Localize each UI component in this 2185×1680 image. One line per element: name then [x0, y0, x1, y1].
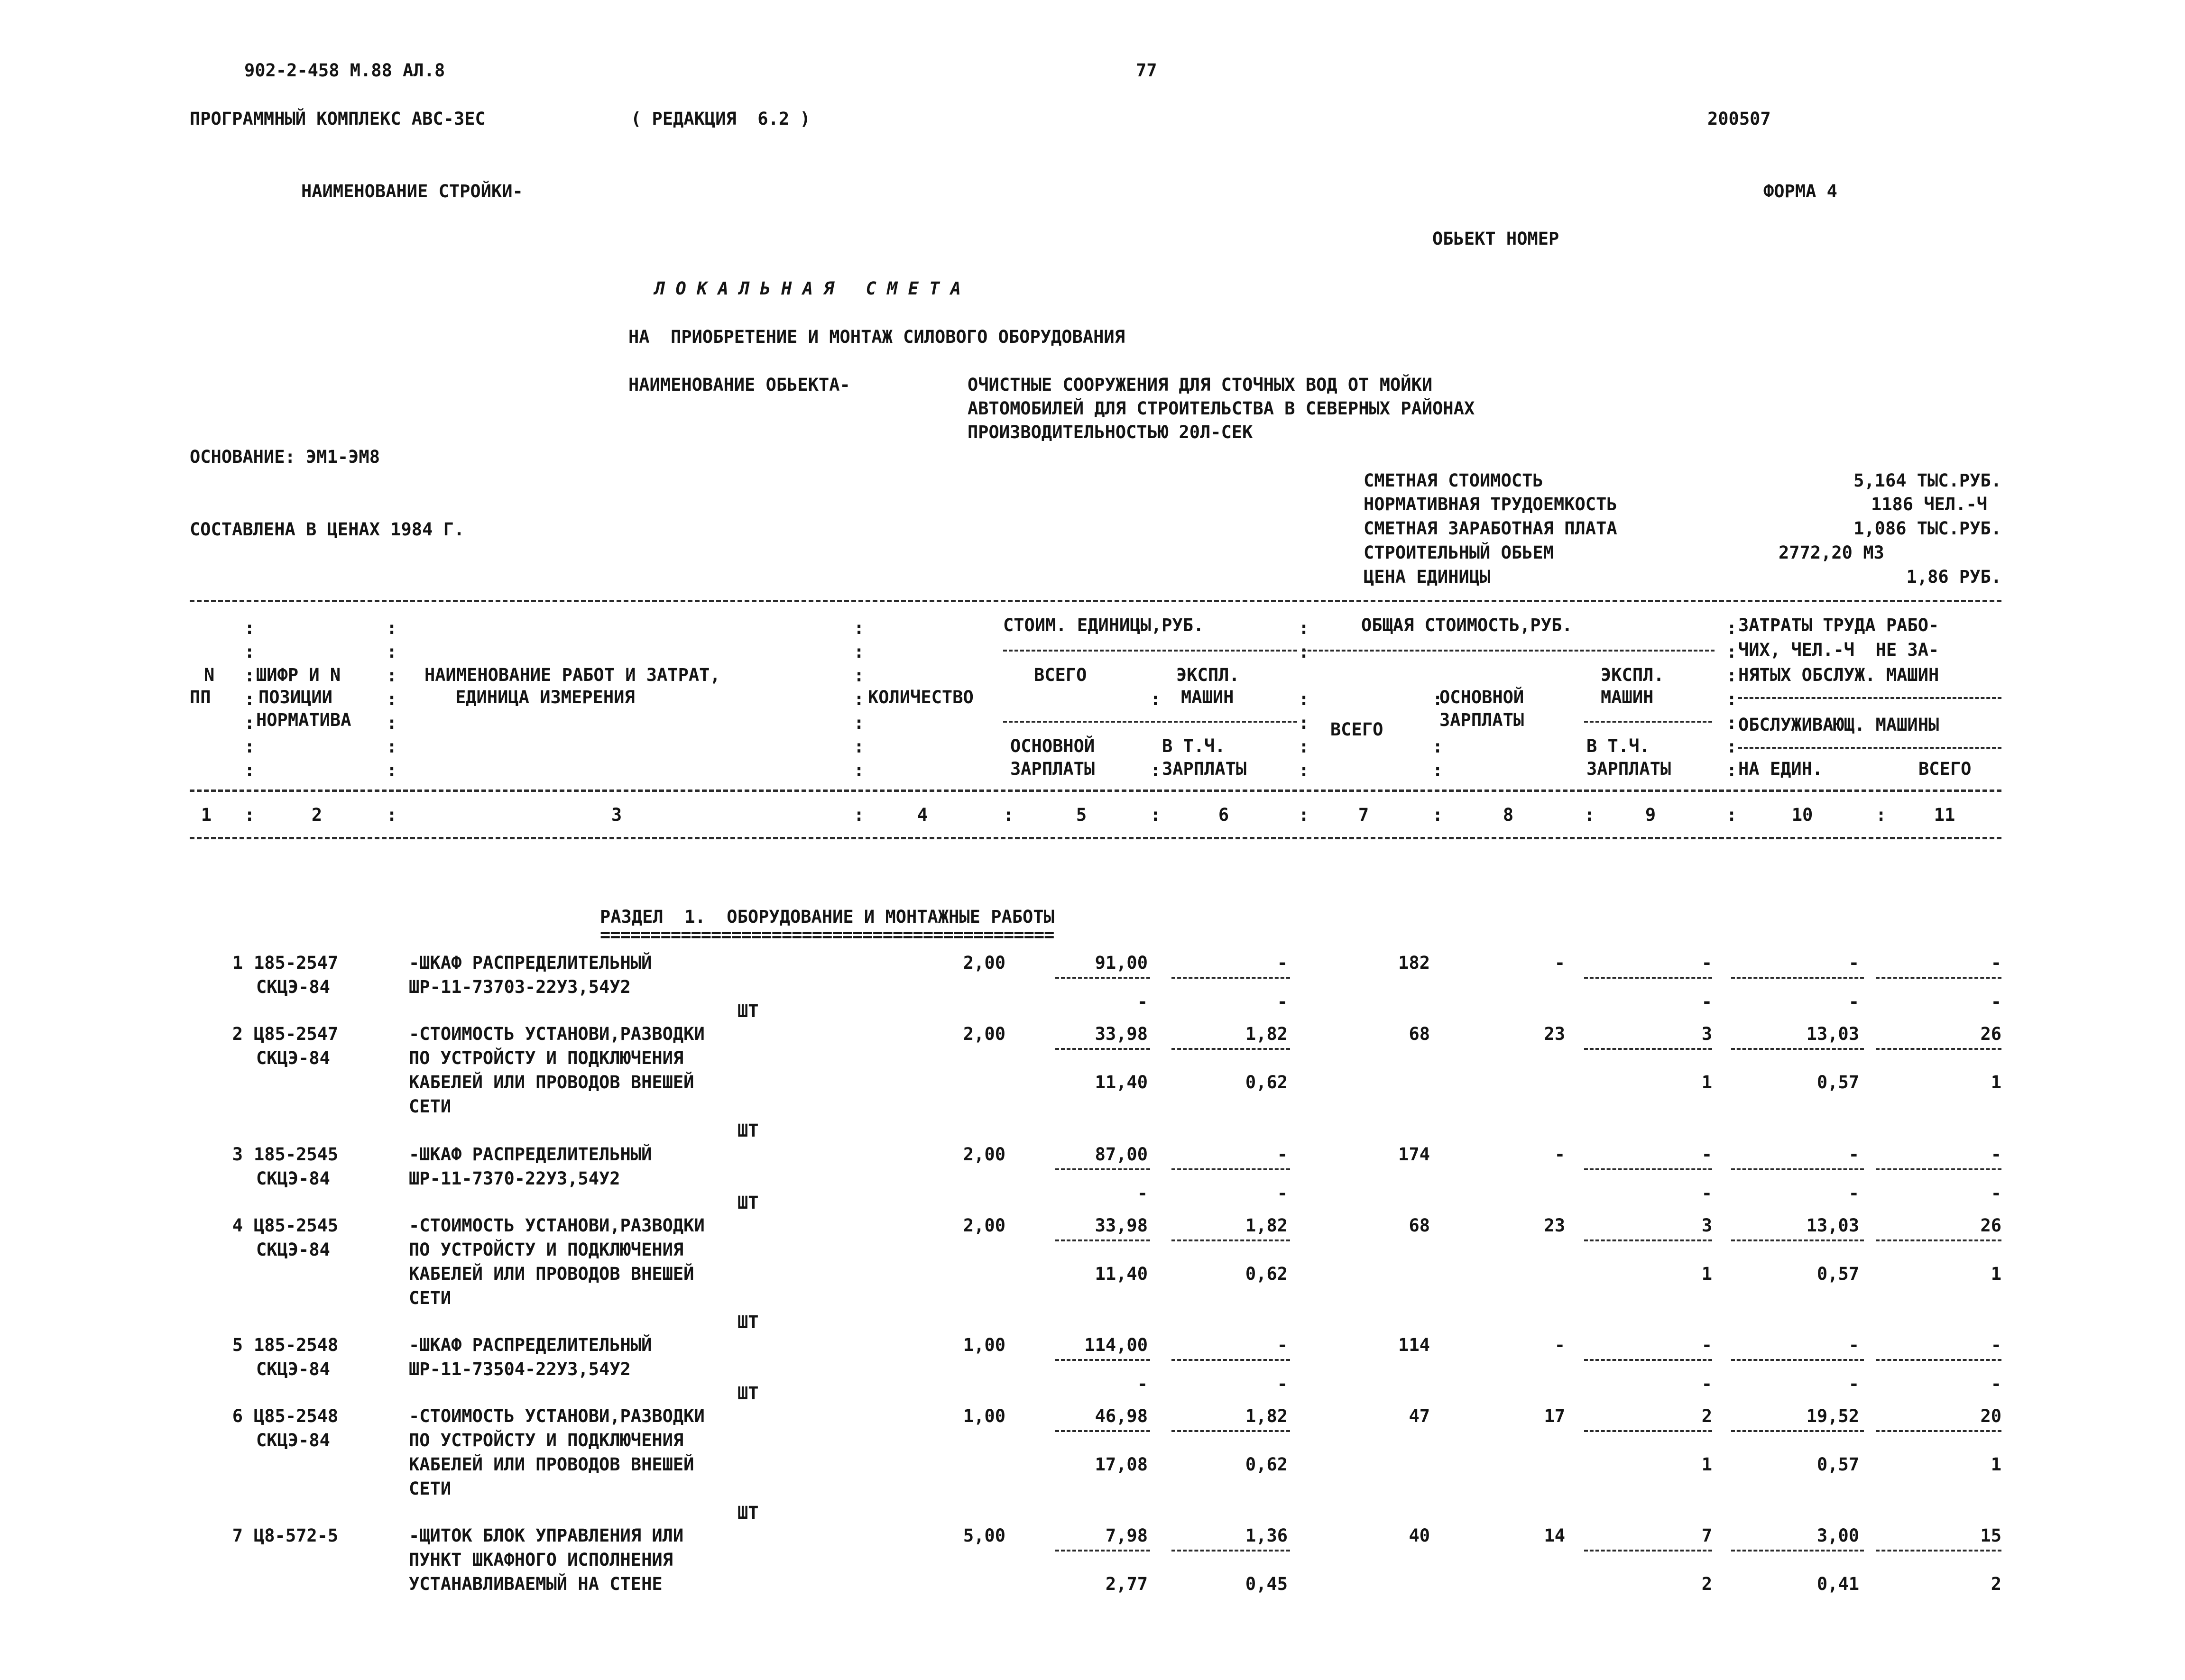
- item-quantity: 5,00: [963, 1525, 1005, 1546]
- summary-value: 5,164 ТЫС.РУБ.: [1853, 470, 2001, 491]
- item-unit-machines: -: [1277, 1335, 1288, 1355]
- item-total-incl-wage: -: [1701, 991, 1712, 1012]
- item-unit: ШТ: [738, 1001, 759, 1021]
- item-code: 185-2547: [254, 953, 339, 973]
- cell-rule: [1584, 1359, 1712, 1361]
- summary-value: 1,86 РУБ.: [1906, 567, 2001, 587]
- item-labor-service-unit: -: [1848, 1374, 1859, 1394]
- item-code: Ц8-572-5: [254, 1525, 339, 1546]
- item-total-base-wage: 17: [1544, 1406, 1565, 1426]
- item-unit-total: 46,98: [1095, 1406, 1148, 1426]
- item-name-line: -ЩИТОК БЛОК УПРАВЛЕНИЯ ИЛИ: [409, 1525, 684, 1546]
- item-labor-total: -: [1991, 953, 2001, 973]
- item-code: Ц85-2547: [254, 1024, 339, 1044]
- cell-rule: [1876, 1168, 2001, 1170]
- cell-rule: [1584, 1430, 1712, 1432]
- item-total-incl-wage: 1: [1701, 1454, 1712, 1475]
- item-unit-total: 33,98: [1095, 1024, 1148, 1044]
- item-quantity: 1,00: [963, 1335, 1005, 1355]
- item-unit-base-wage: -: [1137, 1374, 1148, 1394]
- item-labor-total: 26: [1980, 1024, 2001, 1044]
- item-labor-total: 15: [1980, 1525, 2001, 1546]
- col-number: 2: [311, 805, 323, 825]
- item-labor-total: -: [1991, 1335, 2001, 1355]
- item-name-line: -СТОИМОСТЬ УСТАНОВИ,РАЗВОДКИ: [409, 1406, 705, 1426]
- col-number: 1: [201, 805, 212, 825]
- cell-rule: [1731, 1168, 1864, 1170]
- item-total-base-wage: 14: [1544, 1525, 1565, 1546]
- cell-rule: [1171, 1430, 1290, 1432]
- item-number: 5: [232, 1335, 243, 1355]
- item-labor-service-total: -: [1991, 1374, 2001, 1394]
- item-name-line: -ШКАФ РАСПРЕДЕЛИТЕЛЬНЫЙ: [409, 1144, 652, 1165]
- col-number: 4: [917, 805, 928, 825]
- item-name-line: КАБЕЛЕЙ ИЛИ ПРОВОДОВ ВНЕШЕЙ: [409, 1072, 694, 1092]
- summary-label: НОРМАТИВНАЯ ТРУДОЕМКОСТЬ: [1364, 494, 1617, 514]
- hdr-total-all: ВСЕГО: [1330, 719, 1383, 740]
- item-labor-unit: 13,03: [1806, 1215, 1859, 1236]
- item-unit-incl-wage: 0,62: [1245, 1264, 1288, 1284]
- item-unit: ШТ: [738, 1503, 759, 1523]
- cell-rule: [1731, 1359, 1864, 1361]
- hdr-total-incl-wage: В Т.Ч.: [1586, 736, 1650, 756]
- col-number: 3: [611, 805, 622, 825]
- item-unit-incl-wage: 0,62: [1245, 1072, 1288, 1092]
- hdr-n: ПП: [190, 687, 211, 707]
- item-labor-total: 20: [1980, 1406, 2001, 1426]
- item-labor-service-total: 1: [1991, 1264, 2001, 1284]
- item-number: 1: [232, 953, 243, 973]
- cell-rule: [1731, 977, 1864, 979]
- cell-rule: [1731, 1550, 1864, 1551]
- item-labor-service-unit: -: [1848, 1183, 1859, 1203]
- hdr-unit-base-wage: ОСНОВНОЙ: [1010, 736, 1095, 756]
- item-name-line: СЕТИ: [409, 1478, 452, 1499]
- cell-rule: [1584, 1048, 1712, 1050]
- item-unit-total: 7,98: [1105, 1525, 1148, 1546]
- item-labor-unit: 3,00: [1816, 1525, 1859, 1546]
- hdr-total-machines: ЭКСПЛ.: [1601, 665, 1664, 685]
- cell-rule: [1171, 1550, 1290, 1551]
- item-labor-service-total: 1: [1991, 1072, 2001, 1092]
- hdr-unit-incl-wage: ЗАРПЛАТЫ: [1162, 759, 1247, 779]
- item-quantity: 1,00: [963, 1406, 1005, 1426]
- cell-rule: [1171, 1048, 1290, 1050]
- hdr-rule: [1302, 650, 1715, 652]
- cell-rule: [1055, 1550, 1150, 1551]
- object-name-line: ОЧИСТНЫЕ СООРУЖЕНИЯ ДЛЯ СТОЧНЫХ ВОД ОТ МОЙКИ: [968, 375, 1433, 395]
- hdr-name: ЕДИНИЦА ИЗМЕРЕНИЯ: [455, 687, 635, 707]
- item-number: 4: [232, 1215, 243, 1236]
- price-basis: СОСТАВЛЕНА В ЦЕНАХ 1984 Г.: [190, 519, 465, 540]
- page-number: 77: [1136, 60, 1157, 81]
- item-total-incl-wage: 2: [1701, 1574, 1712, 1594]
- item-number: 2: [232, 1024, 243, 1044]
- item-total-base-wage: -: [1554, 1335, 1565, 1355]
- item-number: 6: [232, 1406, 243, 1426]
- cell-rule: [1055, 977, 1150, 979]
- item-unit-base-wage: 11,40: [1095, 1264, 1148, 1284]
- item-total-machines: -: [1701, 1335, 1712, 1355]
- col-separator: :: [1876, 805, 1887, 825]
- hdr-qty: КОЛИЧЕСТВО: [868, 687, 974, 707]
- item-reference: СКЦЭ-84: [256, 1048, 330, 1068]
- table-rule-top: [190, 600, 2001, 602]
- hdr-labor: ЗАТРАТЫ ТРУДА РАБО-: [1738, 615, 1939, 635]
- item-total: 68: [1409, 1215, 1430, 1236]
- item-unit-incl-wage: -: [1277, 991, 1288, 1012]
- col-number: 9: [1645, 805, 1656, 825]
- hdr-total-base-wage: ОСНОВНОЙ: [1439, 687, 1524, 707]
- col-separator: :: [1584, 805, 1595, 825]
- document-code: 200507: [1707, 109, 1771, 129]
- col-number: 7: [1358, 805, 1369, 825]
- item-quantity: 2,00: [963, 1144, 1005, 1165]
- col-number: 6: [1218, 805, 1229, 825]
- item-quantity: 2,00: [963, 1215, 1005, 1236]
- object-number-label: ОБЬЕКТ НОМЕР: [1432, 229, 1559, 249]
- item-name-line: КАБЕЛЕЙ ИЛИ ПРОВОДОВ ВНЕШЕЙ: [409, 1454, 694, 1475]
- table-rule: [190, 837, 2001, 839]
- cell-rule: [1171, 1239, 1290, 1241]
- item-number: 3: [232, 1144, 243, 1165]
- item-unit-incl-wage: 0,45: [1245, 1574, 1288, 1594]
- item-total-base-wage: 23: [1544, 1024, 1565, 1044]
- item-labor-service-unit: -: [1848, 991, 1859, 1012]
- cell-rule: [1731, 1048, 1864, 1050]
- cell-rule: [1171, 1168, 1290, 1170]
- item-labor-service-total: 1: [1991, 1454, 2001, 1475]
- col-separator: :: [1432, 805, 1443, 825]
- doc-title: Л О К А Л Ь Н А Я С М Е Т А: [655, 278, 961, 299]
- item-total: 182: [1398, 953, 1430, 973]
- program-name: ПРОГРАММНЫЙ КОМПЛЕКС АВС-3ЕС: [190, 109, 486, 129]
- item-unit-incl-wage: -: [1277, 1183, 1288, 1203]
- hdr-labor-unit: НА ЕДИН.: [1738, 759, 1823, 779]
- hdr-unit-machines: МАШИН: [1181, 687, 1234, 707]
- summary-label: ЦЕНА ЕДИНИЦЫ: [1364, 567, 1491, 587]
- col-separator: :: [1003, 805, 1014, 825]
- hdr-rule: [1003, 721, 1297, 723]
- hdr-rule: [1003, 650, 1297, 652]
- hdr-labor-service: ОБСЛУЖИВАЮЩ. МАШИНЫ: [1738, 715, 1939, 735]
- item-labor-unit: -: [1848, 1335, 1859, 1355]
- item-total: 40: [1409, 1525, 1430, 1546]
- cell-rule: [1876, 977, 2001, 979]
- summary-label: СТРОИТЕЛЬНЫЙ ОБЬЕМ: [1364, 542, 1554, 563]
- item-unit: ШТ: [738, 1312, 759, 1332]
- cell-rule: [1171, 1359, 1290, 1361]
- program-edition: ( РЕДАКЦИЯ 6.2 ): [631, 109, 811, 129]
- item-unit-base-wage: 17,08: [1095, 1454, 1148, 1475]
- item-total-machines: 3: [1701, 1024, 1712, 1044]
- hdr-unit-total: ВСЕГО: [1034, 665, 1087, 685]
- item-reference: СКЦЭ-84: [256, 1359, 330, 1379]
- item-total-base-wage: -: [1554, 953, 1565, 973]
- summary-value: 1,086 ТЫС.РУБ.: [1853, 518, 2001, 539]
- col-separator: : :: [1150, 689, 1161, 780]
- cell-rule: [1584, 1550, 1712, 1551]
- item-total-incl-wage: 1: [1701, 1264, 1712, 1284]
- hdr-code: ПОЗИЦИИ: [258, 687, 332, 707]
- item-labor-service-total: -: [1991, 991, 2001, 1012]
- item-total-machines: 2: [1701, 1406, 1712, 1426]
- item-unit-machines: 1,82: [1245, 1215, 1288, 1236]
- col-separator: :: [1726, 805, 1737, 825]
- item-total-machines: 7: [1701, 1525, 1712, 1546]
- hdr-unit-cost: СТОИМ. ЕДИНИЦЫ,РУБ.: [1003, 615, 1204, 635]
- cell-rule: [1876, 1239, 2001, 1241]
- hdr-n: N: [204, 665, 215, 685]
- item-unit-incl-wage: 0,62: [1245, 1454, 1288, 1475]
- hdr-unit-base-wage: ЗАРПЛАТЫ: [1010, 759, 1095, 779]
- cell-rule: [1171, 977, 1290, 979]
- hdr-labor: ЧИХ, ЧЕЛ.-Ч НЕ ЗА-: [1738, 640, 1939, 660]
- item-unit-machines: 1,82: [1245, 1024, 1288, 1044]
- col-separator: : : : : : : :: [1726, 618, 1737, 780]
- doc-subtitle: НА ПРИОБРЕТЕНИЕ И МОНТАЖ СИЛОВОГО ОБОРУДОВАНИЯ: [628, 327, 1125, 347]
- item-total: 47: [1409, 1406, 1430, 1426]
- cell-rule: [1731, 1430, 1864, 1432]
- doc-code: 902-2-458 М.88 АЛ.8: [244, 60, 445, 81]
- col-separator: : : : : : : :: [854, 618, 865, 780]
- item-labor-service-total: -: [1991, 1183, 2001, 1203]
- col-separator: : : : : : : :: [387, 618, 397, 780]
- col-separator: :: [244, 805, 255, 825]
- col-separator: : : :: [1432, 689, 1443, 780]
- item-unit-base-wage: 2,77: [1105, 1574, 1148, 1594]
- cell-rule: [1876, 1359, 2001, 1361]
- item-name-line: ПУНКТ ШКАФНОГО ИСПОЛНЕНИЯ: [409, 1550, 673, 1570]
- item-unit-total: 33,98: [1095, 1215, 1148, 1236]
- cell-rule: [1584, 1239, 1712, 1241]
- item-unit-machines: 1,36: [1245, 1525, 1288, 1546]
- item-labor-service-unit: 0,57: [1816, 1454, 1859, 1475]
- table-rule: [190, 790, 2001, 792]
- object-name-line: ПРОИЗВОДИТЕЛЬНОСТЬЮ 20Л-СЕК: [968, 422, 1253, 442]
- hdr-unit-machines: ЭКСПЛ.: [1176, 665, 1240, 685]
- item-labor-unit: 13,03: [1806, 1024, 1859, 1044]
- item-labor-service-unit: 0,57: [1816, 1264, 1859, 1284]
- col-separator: :: [854, 805, 865, 825]
- item-total-machines: -: [1701, 953, 1712, 973]
- cell-rule: [1876, 1430, 2001, 1432]
- cell-rule: [1055, 1359, 1150, 1361]
- item-name-line: ПО УСТРОЙСТУ И ПОДКЛЮЧЕНИЯ: [409, 1430, 684, 1450]
- item-total-machines: -: [1701, 1144, 1712, 1165]
- col-separator: : : : : : :: [1299, 618, 1309, 780]
- item-reference: СКЦЭ-84: [256, 977, 330, 997]
- item-total-machines: 3: [1701, 1215, 1712, 1236]
- hdr-name: НАИМЕНОВАНИЕ РАБОТ И ЗАТРАТ,: [424, 665, 720, 685]
- item-name-line: ПО УСТРОЙСТУ И ПОДКЛЮЧЕНИЯ: [409, 1239, 684, 1260]
- hdr-total-base-wage: ЗАРПЛАТЫ: [1439, 710, 1524, 730]
- item-unit: ШТ: [738, 1193, 759, 1213]
- item-code: 185-2545: [254, 1144, 339, 1165]
- item-unit: ШТ: [738, 1120, 759, 1141]
- item-name-line: ШР-11-73703-22У3,54У2: [409, 977, 631, 997]
- item-name-line: -ШКАФ РАСПРЕДЕЛИТЕЛЬНЫЙ: [409, 953, 652, 973]
- hdr-rule: [1738, 747, 2001, 749]
- item-name-line: ПО УСТРОЙСТУ И ПОДКЛЮЧЕНИЯ: [409, 1048, 684, 1068]
- item-total-base-wage: -: [1554, 1144, 1565, 1165]
- item-name-line: -СТОИМОСТЬ УСТАНОВИ,РАЗВОДКИ: [409, 1215, 705, 1236]
- item-unit-total: 114,00: [1084, 1335, 1148, 1355]
- item-name-line: -СТОИМОСТЬ УСТАНОВИ,РАЗВОДКИ: [409, 1024, 705, 1044]
- item-unit-base-wage: 11,40: [1095, 1072, 1148, 1092]
- item-unit-machines: -: [1277, 1144, 1288, 1165]
- cell-rule: [1055, 1168, 1150, 1170]
- item-number: 7: [232, 1525, 243, 1546]
- section-title: РАЗДЕЛ 1. ОБОРУДОВАНИЕ И МОНТАЖНЫЕ РАБОТЫ: [600, 907, 1054, 927]
- item-quantity: 2,00: [963, 1024, 1005, 1044]
- object-name-line: АВТОМОБИЛЕЙ ДЛЯ СТРОИТЕЛЬСТВА В СЕВЕРНЫХ РАЙОНАХ: [968, 398, 1475, 419]
- item-reference: СКЦЭ-84: [256, 1168, 330, 1189]
- item-total: 68: [1409, 1024, 1430, 1044]
- item-unit: ШТ: [738, 1383, 759, 1404]
- hdr-total-incl-wage: ЗАРПЛАТЫ: [1586, 759, 1671, 779]
- cell-rule: [1876, 1048, 2001, 1050]
- basis: ОСНОВАНИЕ: ЭМ1-ЭМ8: [190, 447, 380, 467]
- hdr-total-machines: МАШИН: [1601, 687, 1654, 707]
- item-name-line: СЕТИ: [409, 1096, 452, 1117]
- col-number: 8: [1503, 805, 1514, 825]
- item-total-base-wage: 23: [1544, 1215, 1565, 1236]
- col-number: 11: [1934, 805, 1955, 825]
- item-code: Ц85-2545: [254, 1215, 339, 1236]
- summary-value: 2772,20 М3: [1779, 542, 1884, 563]
- item-unit-machines: -: [1277, 953, 1288, 973]
- item-name-line: УСТАНАВЛИВАЕМЫЙ НА СТЕНЕ: [409, 1574, 663, 1594]
- form-label: ФОРМА 4: [1763, 181, 1837, 202]
- item-labor-unit: 19,52: [1806, 1406, 1859, 1426]
- summary-value: 1186 ЧЕЛ.-Ч: [1871, 494, 1987, 514]
- item-labor-service-unit: 0,41: [1816, 1574, 1859, 1594]
- col-number: 5: [1076, 805, 1087, 825]
- object-label: НАИМЕНОВАНИЕ ОБЬЕКТА-: [628, 375, 850, 395]
- col-separator: :: [387, 805, 397, 825]
- item-labor-total: -: [1991, 1144, 2001, 1165]
- item-unit-incl-wage: -: [1277, 1374, 1288, 1394]
- cell-rule: [1055, 1048, 1150, 1050]
- item-total: 114: [1398, 1335, 1430, 1355]
- item-labor-service-total: 2: [1991, 1574, 2001, 1594]
- hdr-labor-total: ВСЕГО: [1918, 759, 1972, 779]
- cell-rule: [1876, 1550, 2001, 1551]
- cell-rule: [1584, 1168, 1712, 1170]
- item-name-line: КАБЕЛЕЙ ИЛИ ПРОВОДОВ ВНЕШЕЙ: [409, 1264, 694, 1284]
- cell-rule: [1055, 1239, 1150, 1241]
- col-separator: :: [1299, 805, 1309, 825]
- cell-rule: [1731, 1239, 1864, 1241]
- construction-label: НАИМЕНОВАНИЕ СТРОЙКИ-: [301, 181, 523, 202]
- item-total: 174: [1398, 1144, 1430, 1165]
- item-code: Ц85-2548: [254, 1406, 339, 1426]
- section-rule: =============================================: [600, 925, 1054, 945]
- item-name-line: -ШКАФ РАСПРЕДЕЛИТЕЛЬНЫЙ: [409, 1335, 652, 1355]
- item-labor-unit: -: [1848, 1144, 1859, 1165]
- hdr-unit-incl-wage: В Т.Ч.: [1162, 736, 1226, 756]
- item-quantity: 2,00: [963, 953, 1005, 973]
- hdr-labor: НЯТЫХ ОБСЛУЖ. МАШИН: [1738, 665, 1939, 685]
- item-total-incl-wage: -: [1701, 1374, 1712, 1394]
- item-code: 185-2548: [254, 1335, 339, 1355]
- item-labor-total: 26: [1980, 1215, 2001, 1236]
- cell-rule: [1584, 977, 1712, 979]
- item-total-incl-wage: -: [1701, 1183, 1712, 1203]
- item-unit-base-wage: -: [1137, 991, 1148, 1012]
- item-name-line: СЕТИ: [409, 1288, 452, 1308]
- summary-label: СМЕТНАЯ ЗАРАБОТНАЯ ПЛАТА: [1364, 518, 1617, 539]
- item-name-line: ШР-11-73504-22У3,54У2: [409, 1359, 631, 1379]
- hdr-total-cost: ОБЩАЯ СТОИМОСТЬ,РУБ.: [1361, 615, 1573, 635]
- col-separator: :: [1150, 805, 1161, 825]
- item-reference: СКЦЭ-84: [256, 1430, 330, 1450]
- item-reference: СКЦЭ-84: [256, 1239, 330, 1260]
- item-unit-base-wage: -: [1137, 1183, 1148, 1203]
- cell-rule: [1055, 1430, 1150, 1432]
- col-number: 10: [1791, 805, 1813, 825]
- item-unit-total: 87,00: [1095, 1144, 1148, 1165]
- item-labor-unit: -: [1848, 953, 1859, 973]
- hdr-code: НОРМАТИВА: [256, 710, 351, 730]
- hdr-rule: [1584, 721, 1712, 723]
- item-total-incl-wage: 1: [1701, 1072, 1712, 1092]
- item-labor-service-unit: 0,57: [1816, 1072, 1859, 1092]
- item-name-line: ШР-11-7370-22У3,54У2: [409, 1168, 620, 1189]
- item-unit-machines: 1,82: [1245, 1406, 1288, 1426]
- hdr-rule: [1738, 697, 2001, 699]
- col-separator: : : : : : : :: [244, 618, 255, 780]
- item-unit-total: 91,00: [1095, 953, 1148, 973]
- summary-label: СМЕТНАЯ СТОИМОСТЬ: [1364, 470, 1543, 491]
- hdr-code: ШИФР И N: [256, 665, 341, 685]
